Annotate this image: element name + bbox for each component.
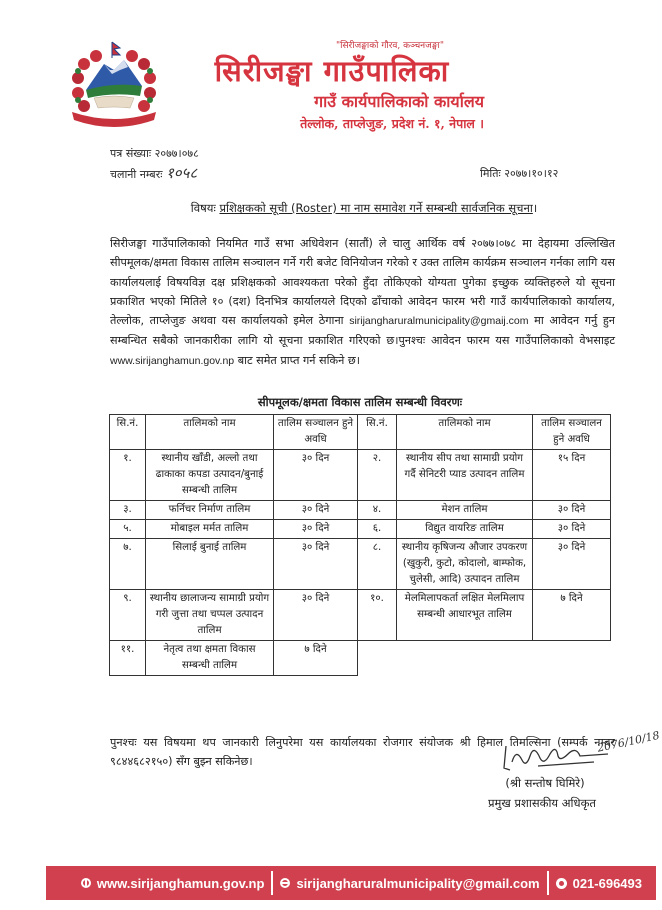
date-label: मितिः (480, 167, 501, 180)
footer-email-text[interactable]: sirijangharuralmunicipality@gmail.com (296, 875, 540, 891)
cell-training-name: नेतृत्व तथा क्षमता विकास सम्बन्धी तालिम (146, 641, 274, 676)
cell-sn: २. (358, 450, 397, 501)
header-duration-1: तालिम सञ्चालन हुने अवधि (274, 415, 358, 450)
letter-number-value: २०७७।०७८ (154, 147, 199, 160)
cell-training-name: मेशन तालिम (397, 501, 533, 520)
cell-sn: ४. (358, 501, 397, 520)
body-part-2: मा आवेदन गर्नु हुन सम्बन्धित सबैको जानकारीका लागि यो सूचना प्रकाशित गरिएको छ।पुनश्चः आवेदन फारम यस गाउँपालिकाको वेभसाइट (110, 314, 616, 348)
cell-sn: ५. (110, 520, 146, 539)
cell-sn: ९. (110, 590, 146, 641)
postscript: पुनश्चः यस विषयमा थप जानकारी लिनुपरेमा यस कार्यालयका रोजगार संयोजक श्री हिमाल तिमल्सिना (सम्पर्क नम्बर ९८४४६८२१५०) सँग बुझ्न सकिनेछ। (110, 736, 615, 768)
cell-training-name: स्थानीय छालाजन्य सामाग्री प्रयोग गरी जुत्ता तथा चप्पल उत्पादन तालिम (146, 590, 274, 641)
cell-training-name: स्थानीय सीप तथा सामाग्री प्रयोग गर्दै सेनिटरी प्याड उत्पादन तालिम (397, 450, 533, 501)
cell-training-name: फर्निचर निर्माण तालिम (146, 501, 274, 520)
footer-website[interactable] (81, 876, 265, 891)
subject-end: । (532, 201, 538, 215)
phone-icon (556, 878, 567, 889)
motto: "सिरीजङ्घाको गौरव, कञ्चनजङ्घा" (335, 41, 445, 51)
subject-text: प्रशिक्षकको सूची (Roster) मा नाम समावेश गर्ने सम्बन्धी सार्वजनिक सूचना (219, 201, 533, 215)
table-row (110, 520, 611, 539)
cell-sn: ११. (110, 641, 146, 676)
footer-divider (547, 871, 549, 895)
footer-email[interactable] (280, 876, 539, 891)
office-name: गाउँ कार्यपालिकाको कार्यालय (314, 92, 484, 111)
footer-phone[interactable] (556, 876, 642, 891)
empty-cell (358, 641, 397, 676)
header-name-1: तालिमको नाम (146, 415, 274, 450)
cell-sn: १०. (358, 590, 397, 641)
body-website-link[interactable]: www.sirijanghamun.gov.np (110, 354, 235, 367)
cell-training-name: विद्युत वायरिङ तालिम (397, 520, 533, 539)
table-row (110, 590, 611, 641)
cell-duration: ३० दिने (274, 590, 358, 641)
office-address: तेल्लोक, ताप्लेजुङ, प्रदेश नं. १, नेपाल । (300, 116, 484, 131)
cell-duration: ३० दिने (533, 501, 611, 520)
empty-cell (397, 641, 533, 676)
cell-training-name: मेलमिलापकर्ता लक्षित मेलमिलाप सम्बन्धी आधारभूत तालिम (397, 590, 533, 641)
signature-date: 2076/10/18 (596, 728, 661, 755)
cell-sn: ७. (110, 539, 146, 590)
cell-training-name: स्थानीय खाँडी, अल्लो तथा ढाकाका कपडा उत्पादन/बुनाई सम्बन्धी तालिम (146, 450, 274, 501)
dispatch-number-value: १०५८ (165, 164, 198, 182)
cell-sn: ६. (358, 520, 397, 539)
cell-sn: ८. (358, 539, 397, 590)
notice-body (110, 234, 615, 371)
nepal-government-emblem (64, 36, 164, 134)
cell-duration: ३० दिन (274, 450, 358, 501)
footer-phone-text[interactable]: 021-696493 (572, 875, 642, 891)
cell-duration: १५ दिन (533, 450, 611, 501)
cell-duration: ३० दिने (274, 539, 358, 590)
letter-number (110, 146, 199, 162)
cell-duration: ३० दिने (533, 520, 611, 539)
table-row (110, 450, 611, 501)
cell-duration: ३० दिने (274, 501, 358, 520)
table-title: सीपमूलक/क्षमता विकास तालिम सम्बन्धी विवरणः (257, 395, 463, 409)
letter-number-label: पत्र संख्याः (110, 147, 152, 160)
cell-duration: ७ दिने (533, 590, 611, 641)
cell-training-name: स्थानीय कृषिजन्य औजार उपकरण (खुकुरी, कुटो, कोदालो, बाम्फोक, चुलेसी, आदि) उत्पादन तालिम (397, 539, 533, 590)
municipality-name: सिरीजङ्घा गाउँपालिका (214, 54, 450, 88)
header-duration-2: तालिम सञ्चालन हुने अवधि (533, 415, 611, 450)
table-row (110, 641, 611, 676)
cell-duration: ३० दिने (533, 539, 611, 590)
cell-training-name: सिलाई बुनाई तालिम (146, 539, 274, 590)
cell-sn: ३. (110, 501, 146, 520)
email-icon (280, 878, 290, 888)
banner-ribbon (72, 112, 156, 127)
dispatch-number (110, 165, 197, 183)
cell-duration: ७ दिने (274, 641, 358, 676)
table-row (110, 501, 611, 520)
flag (112, 42, 120, 58)
date-value: २०७७।१०।१२ (504, 167, 559, 180)
subject-line (104, 200, 624, 216)
header-sn-2: सि.नं. (358, 415, 397, 450)
dispatch-number-label: चलानी नम्बरः (110, 168, 163, 181)
signer-name: (श्री सन्तोष घिमिरे) (505, 776, 585, 790)
globe-icon (81, 878, 91, 888)
body-part-1: सिरीजङ्घा गाउँपालिकाको नियमित गाउँ सभा अधिवेशन (सातौं) ले चालु आर्थिक वर्ष २०७७।०७८ मा देहायमा उल्लिखित सीपमूलक/क्षमता विकास तालिम सञ्चालन गर्ने गरी बजेट विनियोजन गरेको र उक्त तालिम कार्यक्रम सञ्चालन गर्नका लागि यस कार्यालयलाई विषयविज्ञ दक्ष प्रशिक्षकको आवश्यकता परेको हुँदा तोकिएको योग्यता पुगेका इच्छुक व्यक्तिहरुले यो सूचना प्रकाशित भएको मितिले १० (दश) दिनभित्र कार्यालयले दिएको ढाँचाको आवेदन फारम भरी गाउँ कार्यपालिकाको कार्यालय, तेल्लोक, ताप्लेजुङ अथवा यस कार्यालयको इमेल ठेगाना (110, 237, 615, 328)
header-sn-1: सि.नं. (110, 415, 146, 450)
header-name-2: तालिमको नाम (397, 415, 533, 450)
body-email-link[interactable]: sirijangharuralmunicipality@gmaij.com (349, 315, 529, 328)
map-shape (94, 96, 134, 108)
signer-title: प्रमुख प्रशासकीय अधिकृत (488, 796, 596, 810)
subject-label: विषयः (190, 201, 216, 215)
table-row (110, 539, 611, 590)
empty-cell (533, 641, 611, 676)
cell-duration: ३० दिने (274, 520, 358, 539)
cell-training-name: मोबाइल मर्मत तालिम (146, 520, 274, 539)
footer-website-text[interactable]: www.sirijanghamun.gov.np (96, 875, 265, 891)
table-header-row (110, 415, 611, 450)
footer-contact-bar (46, 866, 656, 900)
body-part-3: बाट समेत प्राप्त गर्न सकिने छ। (237, 353, 360, 367)
letter-date (480, 166, 558, 182)
cell-sn: १. (110, 450, 146, 501)
footer-divider (271, 871, 273, 895)
training-table (109, 414, 611, 676)
